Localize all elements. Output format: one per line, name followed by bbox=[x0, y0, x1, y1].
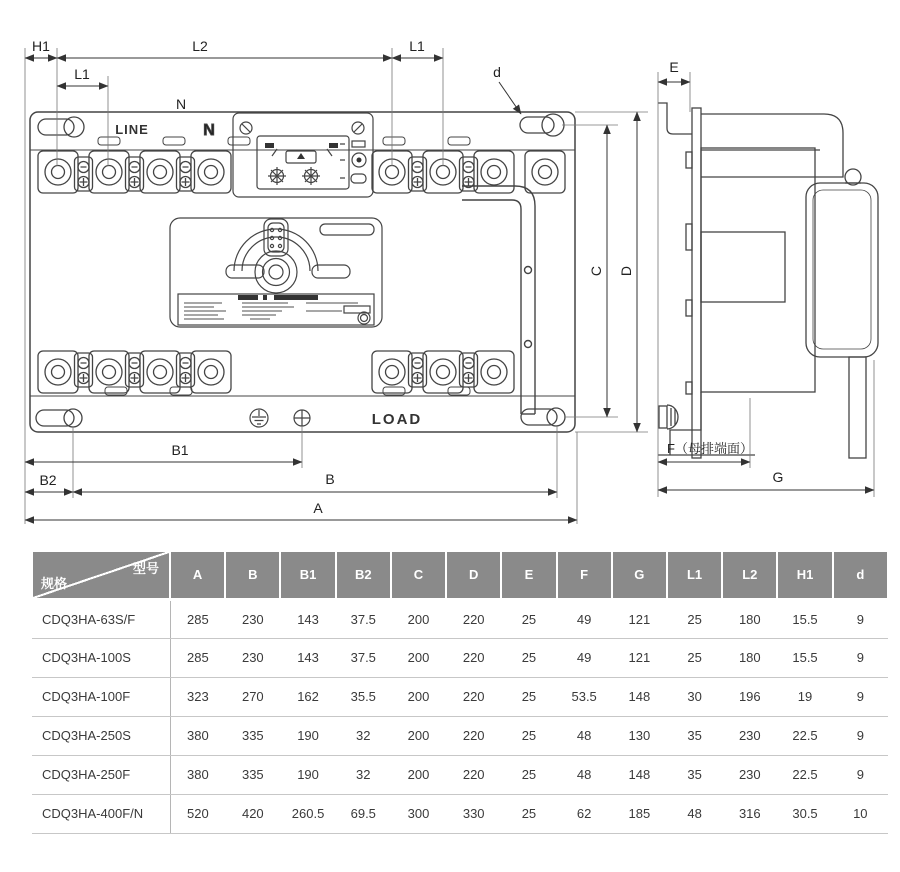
column-header-G: G bbox=[612, 551, 667, 599]
table-row bbox=[32, 599, 888, 638]
dim-label-l1-right: L1 bbox=[409, 38, 425, 54]
dim-label-l1-left: L1 bbox=[74, 66, 90, 82]
dimension-value: 180 bbox=[722, 599, 777, 638]
dimension-value: 143 bbox=[280, 638, 335, 677]
dimension-value: 285 bbox=[170, 638, 225, 677]
dimension-value: 30 bbox=[667, 677, 722, 716]
corner-label-model: 型号 bbox=[132, 561, 159, 576]
spec-table bbox=[31, 550, 889, 834]
dimension-value: 35 bbox=[667, 755, 722, 794]
dimension-value: 25 bbox=[667, 599, 722, 638]
model-name: CDQ3HA-100F bbox=[32, 677, 170, 716]
front-view-drawing bbox=[25, 38, 648, 524]
dimension-value: 9 bbox=[833, 716, 888, 755]
dimension-value: 190 bbox=[280, 755, 335, 794]
dimension-value: 25 bbox=[501, 638, 556, 677]
side-view-drawing bbox=[658, 59, 878, 497]
dimension-value: 230 bbox=[225, 638, 280, 677]
dimension-value: 37.5 bbox=[336, 638, 391, 677]
dim-label-l2: L2 bbox=[192, 38, 208, 54]
corner-header-cell bbox=[32, 551, 170, 599]
dimension-value: 10 bbox=[833, 794, 888, 833]
n-label-terminal: N bbox=[203, 122, 215, 139]
spec-table-section bbox=[31, 550, 889, 834]
model-name: CDQ3HA-250F bbox=[32, 755, 170, 794]
extension-lines bbox=[25, 48, 648, 524]
dimension-value: 53.5 bbox=[557, 677, 612, 716]
nameplate-text-lines bbox=[184, 303, 358, 319]
dimension-value: 22.5 bbox=[777, 716, 832, 755]
column-header-B2: B2 bbox=[336, 551, 391, 599]
dimension-value: 200 bbox=[391, 677, 446, 716]
dimension-value: 35.5 bbox=[336, 677, 391, 716]
n-label-top: N bbox=[175, 96, 187, 112]
dimension-value: 25 bbox=[501, 755, 556, 794]
switch-body-outline bbox=[30, 112, 575, 432]
dimension-value: 48 bbox=[557, 755, 612, 794]
dimension-value: 35 bbox=[667, 716, 722, 755]
dimension-lines-side bbox=[658, 82, 874, 490]
dimension-value: 323 bbox=[170, 677, 225, 716]
column-header-L1: L1 bbox=[667, 551, 722, 599]
dimension-value: 200 bbox=[391, 755, 446, 794]
column-header-d: d bbox=[833, 551, 888, 599]
dimension-value: 220 bbox=[446, 677, 501, 716]
column-header-B1: B1 bbox=[280, 551, 335, 599]
model-name: CDQ3HA-400F/N bbox=[32, 794, 170, 833]
dimension-value: 162 bbox=[280, 677, 335, 716]
dimension-value: 15.5 bbox=[777, 638, 832, 677]
dimension-value: 121 bbox=[612, 638, 667, 677]
table-row bbox=[32, 677, 888, 716]
line-label: LINE bbox=[115, 122, 149, 137]
dimension-value: 335 bbox=[225, 755, 280, 794]
dimension-value: 130 bbox=[612, 716, 667, 755]
dimension-value: 200 bbox=[391, 638, 446, 677]
dimension-value: 69.5 bbox=[336, 794, 391, 833]
dimension-value: 25 bbox=[667, 638, 722, 677]
dimension-value: 25 bbox=[501, 599, 556, 638]
dim-label-d: D bbox=[618, 265, 634, 277]
dim-label-b2: B2 bbox=[39, 472, 57, 488]
dimension-value: 15.5 bbox=[777, 599, 832, 638]
dimension-value: 520 bbox=[170, 794, 225, 833]
dimension-value: 62 bbox=[557, 794, 612, 833]
controller-unit bbox=[233, 113, 373, 197]
dim-label-g: G bbox=[772, 469, 784, 485]
dim-label-h1: H1 bbox=[32, 38, 50, 54]
dimension-value: 285 bbox=[170, 599, 225, 638]
dimension-value: 316 bbox=[722, 794, 777, 833]
dim-label-e: E bbox=[669, 59, 679, 75]
dimension-value: 48 bbox=[667, 794, 722, 833]
dimension-value: 9 bbox=[833, 599, 888, 638]
dimension-value: 335 bbox=[225, 716, 280, 755]
dimension-value: 25 bbox=[501, 794, 556, 833]
table-row bbox=[32, 716, 888, 755]
corner-label-spec: 规格 bbox=[41, 575, 68, 591]
column-header-F: F bbox=[557, 551, 612, 599]
dimension-value: 230 bbox=[225, 599, 280, 638]
dimension-value: 200 bbox=[391, 599, 446, 638]
dimension-value: 148 bbox=[612, 755, 667, 794]
dim-label-c: C bbox=[588, 265, 604, 277]
table-row bbox=[32, 794, 888, 833]
screw-icon bbox=[294, 410, 310, 426]
column-header-A: A bbox=[170, 551, 225, 599]
dimension-value: 380 bbox=[170, 755, 225, 794]
dimension-value: 220 bbox=[446, 599, 501, 638]
dimension-value: 121 bbox=[612, 599, 667, 638]
dim-label-f: F（母排端面） bbox=[667, 441, 753, 456]
column-header-D: D bbox=[446, 551, 501, 599]
spec-table-body bbox=[32, 599, 888, 833]
dimension-value: 32 bbox=[336, 716, 391, 755]
nameplate-panel bbox=[170, 218, 382, 327]
dimension-value: 9 bbox=[833, 638, 888, 677]
header-row bbox=[32, 551, 888, 599]
model-name: CDQ3HA-250S bbox=[32, 716, 170, 755]
dimension-value: 270 bbox=[225, 677, 280, 716]
dimension-value: 200 bbox=[391, 716, 446, 755]
dimension-value: 380 bbox=[170, 716, 225, 755]
dimension-value: 148 bbox=[612, 677, 667, 716]
model-name: CDQ3HA-100S bbox=[32, 638, 170, 677]
dimension-value: 49 bbox=[557, 638, 612, 677]
dimension-value: 32 bbox=[336, 755, 391, 794]
table-row bbox=[32, 638, 888, 677]
dimension-value: 30.5 bbox=[777, 794, 832, 833]
dimension-value: 25 bbox=[501, 677, 556, 716]
busbar-conduit bbox=[462, 186, 535, 414]
dimension-value: 25 bbox=[501, 716, 556, 755]
dimension-value: 22.5 bbox=[777, 755, 832, 794]
column-header-H1: H1 bbox=[777, 551, 832, 599]
dim-label-b: B bbox=[325, 471, 335, 487]
dimension-value: 420 bbox=[225, 794, 280, 833]
gear-icon bbox=[302, 167, 320, 185]
dim-label-b1: B1 bbox=[171, 442, 189, 458]
dimension-value: 220 bbox=[446, 716, 501, 755]
dimension-value: 230 bbox=[722, 755, 777, 794]
dimension-value: 330 bbox=[446, 794, 501, 833]
load-label: LOAD bbox=[371, 411, 423, 428]
dimension-value: 180 bbox=[722, 638, 777, 677]
dimension-value: 37.5 bbox=[336, 599, 391, 638]
dimension-value: 49 bbox=[557, 599, 612, 638]
dimension-value: 260.5 bbox=[280, 794, 335, 833]
rotary-handle bbox=[226, 219, 350, 293]
column-header-E: E bbox=[501, 551, 556, 599]
column-header-L2: L2 bbox=[722, 551, 777, 599]
dim-label-a: A bbox=[313, 500, 323, 516]
dimension-value: 196 bbox=[722, 677, 777, 716]
dimension-value: 9 bbox=[833, 755, 888, 794]
ground-terminal-icon bbox=[250, 409, 268, 427]
dimension-value: 220 bbox=[446, 755, 501, 794]
dimension-value: 230 bbox=[722, 716, 777, 755]
dimension-value: 9 bbox=[833, 677, 888, 716]
table-row bbox=[32, 755, 888, 794]
gear-icon bbox=[268, 167, 286, 185]
dimension-value: 185 bbox=[612, 794, 667, 833]
dim-label-hole-d: d bbox=[493, 64, 501, 80]
dimension-value: 19 bbox=[777, 677, 832, 716]
dimension-value: 300 bbox=[391, 794, 446, 833]
dimension-value: 220 bbox=[446, 638, 501, 677]
column-header-C: C bbox=[391, 551, 446, 599]
column-header-B: B bbox=[225, 551, 280, 599]
dimension-value: 143 bbox=[280, 599, 335, 638]
dimension-value: 190 bbox=[280, 716, 335, 755]
model-name: CDQ3HA-63S/F bbox=[32, 599, 170, 638]
dimension-value: 48 bbox=[557, 716, 612, 755]
